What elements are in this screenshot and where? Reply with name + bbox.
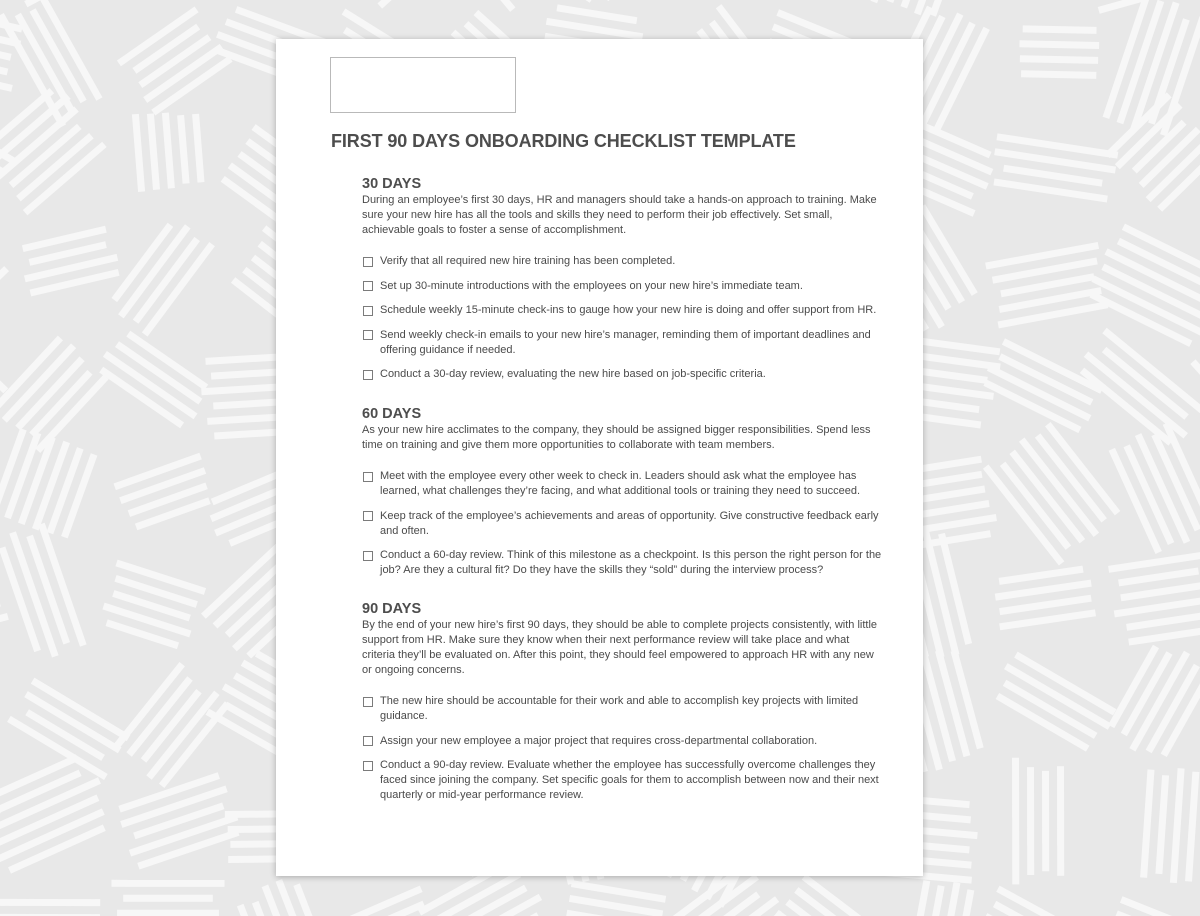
background-stroke <box>1048 424 1118 513</box>
section-heading: 90 DAYS <box>362 601 422 617</box>
checklist-item <box>362 367 882 382</box>
checkbox[interactable] <box>363 472 373 482</box>
background-stroke <box>120 471 205 501</box>
checklist-item-label: Conduct a 60-day review. Think of this milestone as a checkpoint. Is this person the right person for the job? Are they a cultural fit? Do they have the skills they “sold” during the interview process? <box>380 549 882 576</box>
background-stroke <box>1012 452 1082 541</box>
background-stroke <box>150 114 156 190</box>
background-stroke <box>138 832 238 866</box>
background-stroke <box>1000 598 1092 611</box>
checklist-item <box>362 303 882 318</box>
section-intro: As your new hire acclimates to the company, they should be assigned bigger responsibilities. Spend less time on training and give them more opportunities to collaborate with team members. <box>362 424 871 451</box>
document-page <box>276 39 923 876</box>
background-stroke <box>1022 440 1097 535</box>
document-title: FIRST 90 DAYS ONBOARDING CHECKLIST TEMPLATE <box>331 131 796 151</box>
checklist-item-label: Set up 30-minute introductions with the employees on your new hire’s immediate team. <box>380 279 803 292</box>
section-intro: During an employee’s first 30 days, HR and managers should take a hands-on approach to training. Make sure your new hire has all the tools and skills they need to perform their job effectively. Set small, achievable goals to foster a sense of accomplishment. <box>362 194 877 236</box>
background-stroke <box>104 606 191 634</box>
background-stroke <box>1189 772 1196 882</box>
background-stroke <box>912 121 991 155</box>
background-stroke <box>1109 555 1200 569</box>
background-stroke <box>570 898 663 914</box>
background-stroke <box>587 0 656 1</box>
background-stroke <box>1173 768 1181 883</box>
background-stroke <box>1020 59 1098 61</box>
checklist-item-label: Conduct a 90-day review. Evaluate whether the employee has successfully overcome challenges they faced since joining the company. Set specific goals for them to accomplish between now and their next quarterly or mid-year performance review. <box>380 759 879 801</box>
background-stroke <box>26 0 110 4</box>
background-stroke <box>1119 571 1199 583</box>
background-stroke <box>1144 770 1151 878</box>
checklist-item <box>362 694 882 724</box>
background-stroke <box>114 664 183 750</box>
background-stroke <box>1121 586 1200 598</box>
section-heading: 60 DAYS <box>362 406 422 422</box>
checklist-item <box>362 254 882 269</box>
checkbox[interactable] <box>363 330 373 340</box>
section-intro: By the end of your new hire’s first 90 days, they should be able to complete projects consistently, with little support from HR. Make sure they know when their next performance review will take place and what criteria they’ll be evaluated on. After this point, they should feel empowered to approach HR with any new or ongoing concerns. <box>362 619 878 676</box>
background-stroke <box>942 534 969 644</box>
section-heading: 30 DAYS <box>362 176 422 192</box>
background-stroke <box>0 121 2 171</box>
background-stroke <box>572 884 666 900</box>
checkbox[interactable] <box>363 551 373 561</box>
checklist-item-label: Keep track of the employee’s achievements and areas of opportunity. Give constructive feedback early and often. <box>380 509 879 537</box>
logo-placeholder <box>330 57 516 113</box>
checklist-item-label: The new hire should be accountable for their work and able to accomplish key projects with limited guidance. <box>380 695 859 722</box>
background-stroke <box>196 114 201 182</box>
background-stroke <box>8 433 39 518</box>
checklist-item-label: Send weekly check-in emails to your new hire’s manager, reminding them of important deadlines and offering guidance if needed. <box>380 328 871 356</box>
checkbox[interactable] <box>363 370 373 380</box>
background-stroke <box>115 456 201 487</box>
background-stroke <box>1004 168 1103 183</box>
checklist <box>362 469 882 578</box>
background-stroke <box>0 319 6 391</box>
background-stroke <box>64 454 94 537</box>
background-stroke <box>557 8 637 21</box>
checklist-item <box>362 328 882 358</box>
background-stroke <box>441 0 513 10</box>
checklist <box>362 254 882 382</box>
background-stroke <box>1129 631 1200 643</box>
checklist-item <box>362 734 882 749</box>
checkbox[interactable] <box>363 697 373 707</box>
background-stroke <box>546 21 642 37</box>
checklist <box>362 694 882 803</box>
checklist-item <box>362 509 882 539</box>
background-stroke <box>165 113 171 189</box>
background-stroke <box>804 877 874 916</box>
checklist-item <box>362 758 882 803</box>
background-stroke <box>1082 370 1171 443</box>
background-stroke <box>1159 775 1166 874</box>
background-stroke <box>925 530 956 655</box>
background-stroke <box>35 442 66 529</box>
section-30-days <box>362 176 882 382</box>
background-stroke <box>924 654 953 762</box>
background-stroke <box>933 0 969 16</box>
checklist-item-label: Assign your new employee a major project that requires cross-departmental collaboration. <box>380 734 818 747</box>
checkbox[interactable] <box>363 306 373 316</box>
checklist-item-label: Schedule weekly 15-minute check-ins to gauge how your new hire is doing and offer support from HR. <box>380 304 877 316</box>
checklist-item-label: Verify that all required new hire training has been completed. <box>380 255 676 267</box>
background-stroke <box>380 0 462 6</box>
background-stroke <box>181 115 187 183</box>
background-stroke <box>121 226 188 316</box>
checklist-item <box>362 279 882 294</box>
background-stroke <box>21 437 52 524</box>
background-stroke <box>907 881 927 916</box>
checklist-item <box>362 548 882 578</box>
checkbox[interactable] <box>363 736 373 746</box>
background-stroke <box>0 616 8 642</box>
checklist-item <box>362 469 882 499</box>
checkbox[interactable] <box>363 257 373 267</box>
background-stroke <box>0 269 7 331</box>
checkbox[interactable] <box>363 511 373 521</box>
checkbox[interactable] <box>363 761 373 771</box>
background-stroke <box>1000 613 1096 627</box>
background-stroke <box>1099 0 1200 10</box>
background-stroke <box>145 244 212 334</box>
background-stroke <box>117 563 206 592</box>
background-stroke <box>777 913 847 916</box>
background-stroke <box>999 569 1083 581</box>
background-stroke <box>1114 599 1200 614</box>
checklist-item-label: Conduct a 30-day review, evaluating the new hire based on job-specific criteria. <box>380 368 766 380</box>
background-stroke <box>0 325 1 407</box>
background-stroke <box>1127 616 1200 628</box>
background-stroke <box>297 885 326 916</box>
background-stroke <box>135 114 141 192</box>
section-90-days <box>362 601 882 803</box>
background-stroke <box>938 651 967 757</box>
checkbox[interactable] <box>363 281 373 291</box>
section-60-days <box>362 406 882 578</box>
background-stroke <box>50 448 80 533</box>
checklist-item-label: Meet with the employee every other week to check in. Leaders should ask what the employee has learned, what challenges they’re facing, and what additional tools or training they need to succeed. <box>380 470 861 497</box>
background-stroke <box>149 693 217 778</box>
background-stroke <box>1021 74 1096 76</box>
background-stroke <box>1121 900 1193 916</box>
background-stroke <box>995 583 1091 597</box>
background-stroke <box>1020 44 1100 46</box>
background-stroke <box>134 806 223 836</box>
background-stroke <box>1023 29 1097 31</box>
background-stroke <box>1086 354 1186 436</box>
